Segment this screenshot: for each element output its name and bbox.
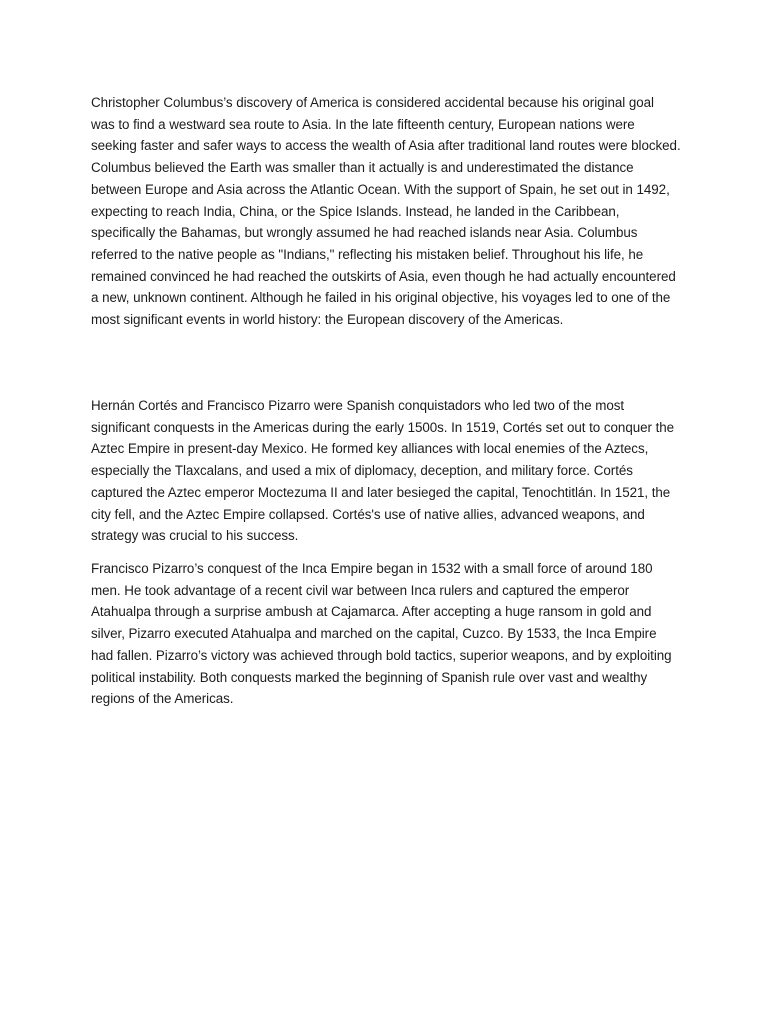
- paragraph-columbus: [91, 92, 681, 331]
- paragraph-text: Francisco Pizarro’s conquest of the Inca Empire began in 1532 with a small force of around 180 men. He took advantage of a recent civil war between Inca rulers and captured the emperor Atahualpa through a surprise ambush at Cajamarca. After accepting a huge ransom in gold and silver, Pizarro executed Atahualpa and marched on the capital, Cuzco. By 1533, the Inca Empire had fallen. Pizarro’s victory was achieved through bold tactics, superior weapons, and by exploiting political instability. Both conquests marked the beginning of Spanish rule over vast and wealthy regions of the Americas.: [91, 561, 672, 707]
- paragraph-pizarro: [91, 558, 681, 710]
- paragraph-cortes: [91, 395, 681, 547]
- paragraph-text: Christopher Columbus’s discovery of America is considered accidental because his original goal was to find a westward sea route to Asia. In the late fifteenth century, European nations were seeking faster and safer ways to access the wealth of Asia after traditional land routes were blocked. Columbus believed the Earth was smaller than it actually is and underestimated the distance between Europe and Asia across the Atlantic Ocean. With the support of Spain, he set out in 1492, expecting to reach India, China, or the Spice Islands. Instead, he landed in the Caribbean, specifically the Bahamas, but wrongly assumed he had reached islands near Asia. Columbus referred to the native people as "Indians," reflecting his mistaken belief. Throughout his life, he remained convinced he had reached the outskirts of Asia, even though he had actually encountered a new, unknown continent. Although he failed in his original objective, his voyages led to one of the most significant events in world history: the European discovery of the Americas.: [91, 95, 681, 328]
- paragraph-text: Hernán Cortés and Francisco Pizarro were Spanish conquistadors who led two of the most significant conquests in the Americas during the early 1500s. In 1519, Cortés set out to conquer the Aztec Empire in present-day Mexico. He formed key alliances with local enemies of the Aztecs, especially the Tlaxcalans, and used a mix of diplomacy, deception, and military force. Cortés captured the Aztec emperor Moctezuma II and later besieged the capital, Tenochtitlán. In 1521, the city fell, and the Aztec Empire collapsed. Cortés's use of native allies, advanced weapons, and strategy was crucial to his success.: [91, 398, 675, 544]
